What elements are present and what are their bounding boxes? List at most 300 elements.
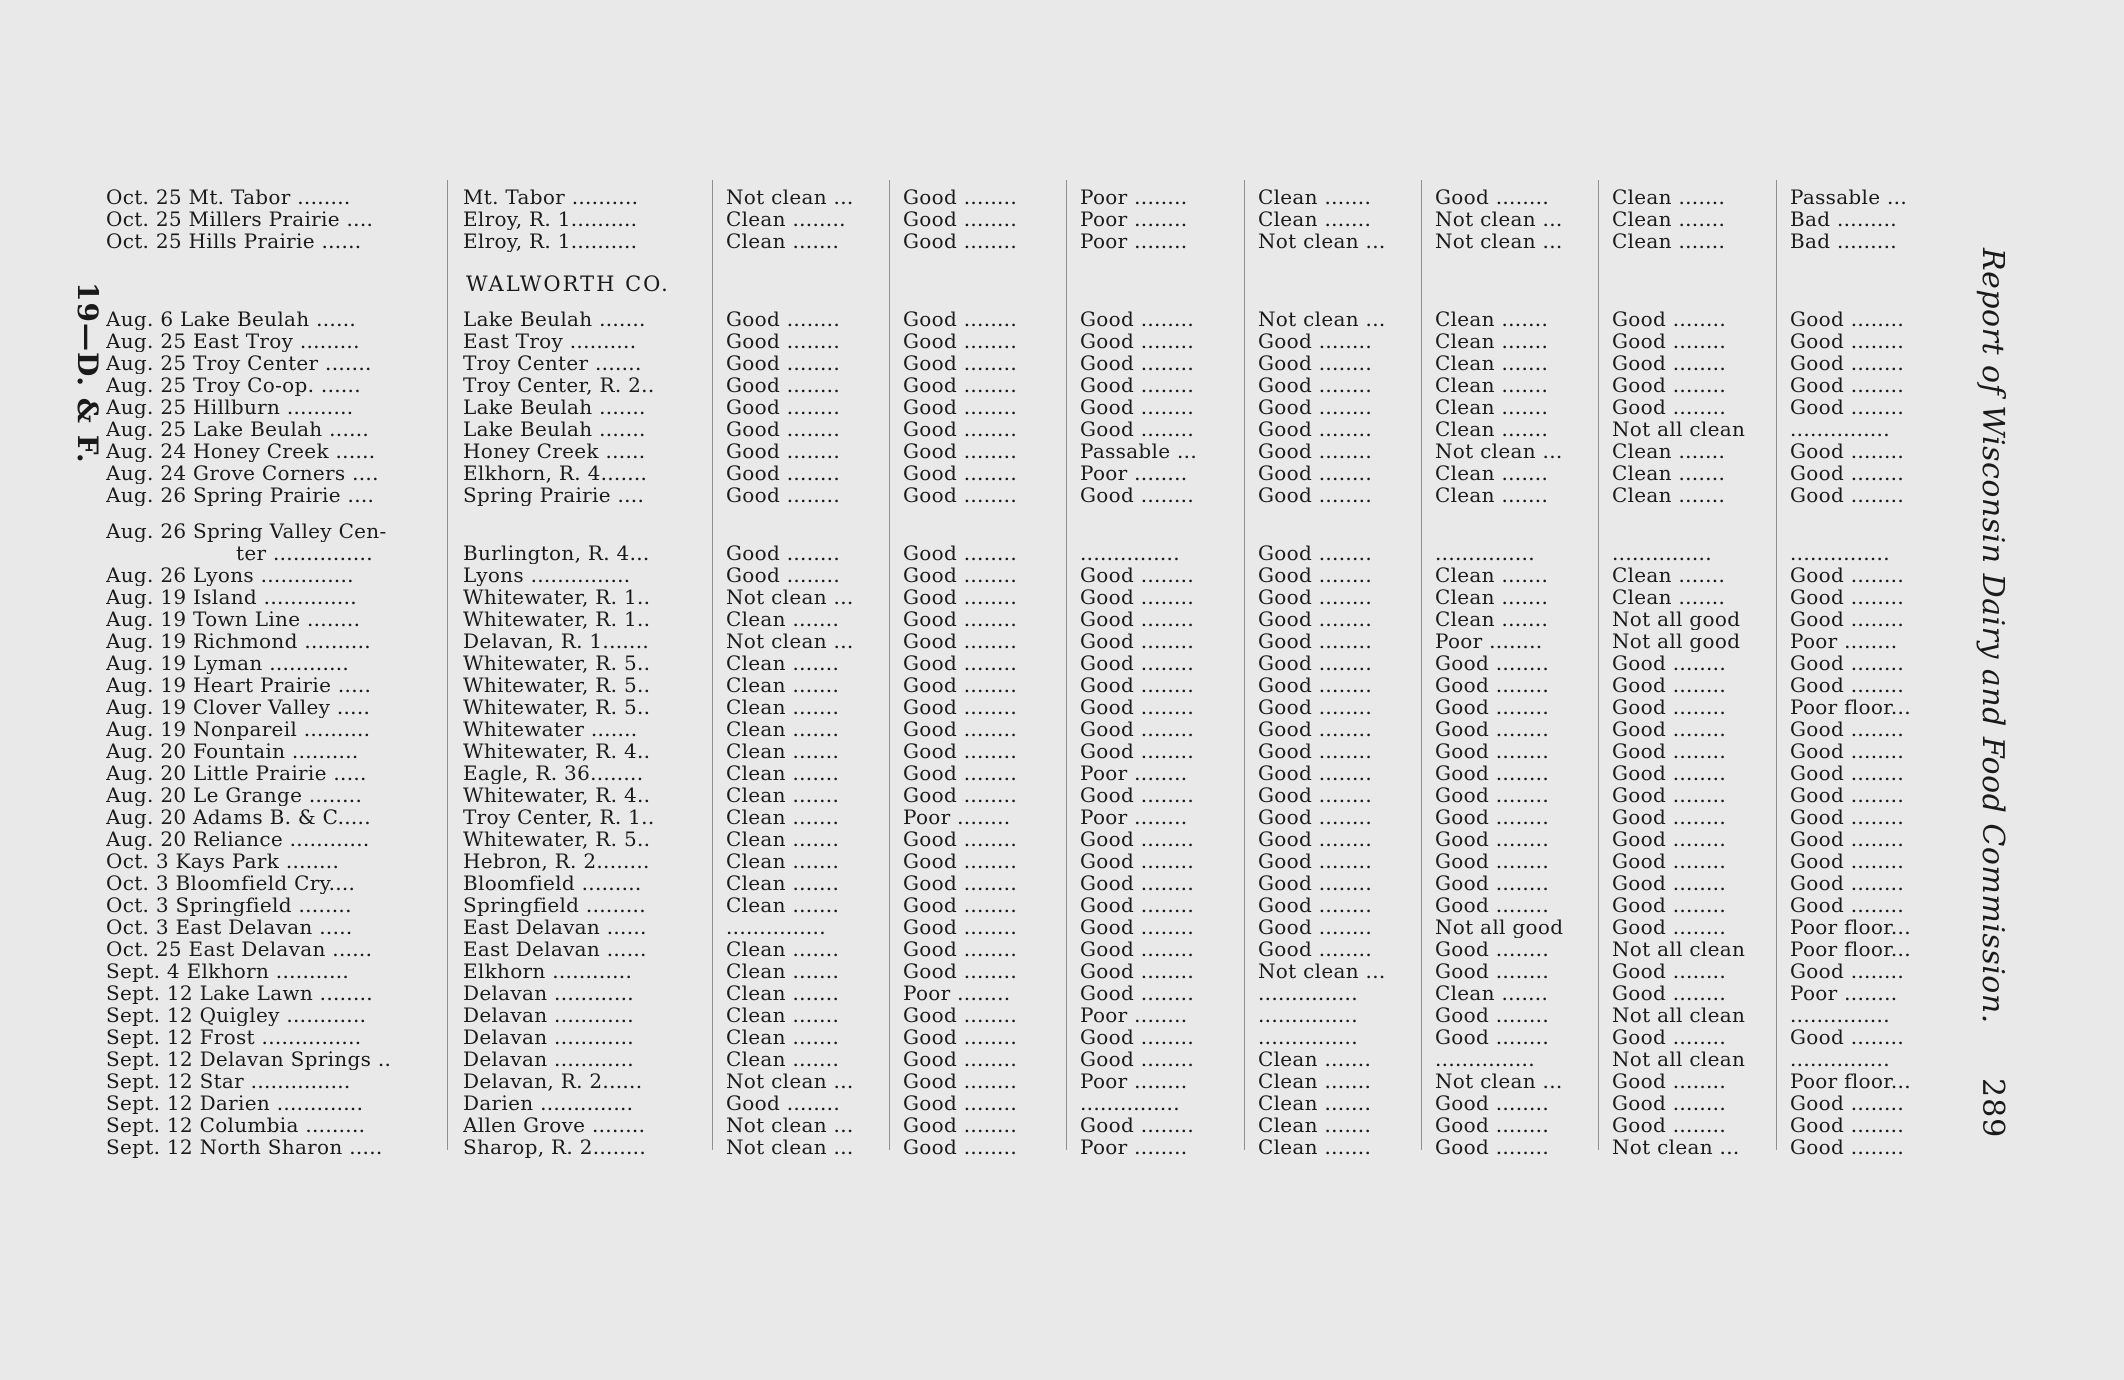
rating-cell: Not clean ... — [1258, 230, 1386, 252]
factory-cell: Aug. 20 Little Prairie ..... — [106, 762, 367, 784]
rating-cell: Good ........ — [903, 308, 1017, 330]
rating-cell: Not clean ... — [1612, 1136, 1740, 1158]
factory-cell: Oct. 3 Springfield ........ — [106, 894, 352, 916]
rating-cell: Good ........ — [1080, 916, 1194, 938]
rating-cell: Clean ....... — [726, 696, 840, 718]
rating-cell: Good ........ — [1258, 418, 1372, 440]
rating-cell: Good ........ — [1790, 784, 1904, 806]
rating-cell: Good ........ — [903, 916, 1017, 938]
rating-cell: Good ........ — [1790, 652, 1904, 674]
rating-cell: ............... — [1435, 542, 1535, 564]
rating-cell: Good ........ — [1080, 696, 1194, 718]
rating-cell: Good ........ — [903, 850, 1017, 872]
rating-cell: Good ........ — [1435, 674, 1549, 696]
rating-cell: Not all clean — [1612, 418, 1746, 440]
rating-cell: Good ........ — [726, 1092, 840, 1114]
rating-cell: Clean ....... — [726, 828, 840, 850]
rating-cell: Good ........ — [1258, 608, 1372, 630]
rating-cell: Good ........ — [1790, 608, 1904, 630]
rating-cell: Clean ....... — [726, 674, 840, 696]
factory-cell: Aug. 19 Lyman ............ — [106, 652, 350, 674]
rating-cell: Poor ........ — [903, 982, 1011, 1004]
rating-cell: Good ........ — [1080, 396, 1194, 418]
rating-cell: Good ........ — [903, 762, 1017, 784]
rating-cell: Good ........ — [1612, 982, 1726, 1004]
rating-cell: Good ........ — [1790, 740, 1904, 762]
rating-cell: Good ........ — [1258, 938, 1372, 960]
rating-cell: Good ........ — [1080, 484, 1194, 506]
rating-cell: ............... — [1258, 1026, 1358, 1048]
rating-cell: Not all good — [1612, 630, 1741, 652]
rating-cell: Good ........ — [903, 462, 1017, 484]
rating-cell: Good ........ — [726, 330, 840, 352]
rating-cell: Good ........ — [903, 542, 1017, 564]
rating-cell: Clean ....... — [726, 608, 840, 630]
rating-cell: ............... — [1080, 1092, 1180, 1114]
rating-cell: Good ........ — [1612, 740, 1726, 762]
factory-cell: Sept. 12 Darien ............. — [106, 1092, 364, 1114]
rating-cell: Good ........ — [903, 186, 1017, 208]
location-cell: Hebron, R. 2........ — [463, 850, 650, 872]
location-cell: Burlington, R. 4... — [463, 542, 650, 564]
location-cell: Whitewater, R. 5.. — [463, 696, 651, 718]
rating-cell: Good ........ — [1790, 462, 1904, 484]
rating-cell: Not all clean — [1612, 1004, 1746, 1026]
rating-cell: Good ........ — [1435, 1092, 1549, 1114]
rating-cell: Good ........ — [903, 230, 1017, 252]
rating-cell: Good ........ — [1258, 674, 1372, 696]
rating-cell: Good ........ — [903, 208, 1017, 230]
location-cell: Whitewater, R. 5.. — [463, 652, 651, 674]
rating-cell: Good ........ — [1258, 828, 1372, 850]
rating-cell: Good ........ — [1612, 1114, 1726, 1136]
factory-cell: Oct. 3 Bloomfield Cry.... — [106, 872, 356, 894]
rating-cell: Good ........ — [903, 696, 1017, 718]
rating-cell: Good ........ — [1080, 674, 1194, 696]
rating-cell: Not clean ... — [726, 1070, 854, 1092]
rating-cell: Clean ....... — [1258, 1092, 1372, 1114]
rating-cell: Good ........ — [903, 586, 1017, 608]
rating-cell: Clean ....... — [726, 960, 840, 982]
rating-cell: Poor ........ — [1080, 230, 1188, 252]
rating-cell: Good ........ — [1080, 740, 1194, 762]
factory-cell: Aug. 19 Nonpareil .......... — [106, 718, 371, 740]
rating-cell: Good ........ — [1258, 740, 1372, 762]
rating-cell: Good ........ — [903, 718, 1017, 740]
rating-cell: Clean ....... — [726, 784, 840, 806]
rating-cell: Good ........ — [1258, 872, 1372, 894]
rating-cell: Good ........ — [1790, 374, 1904, 396]
rating-cell: Good ........ — [726, 462, 840, 484]
rating-cell: Good ........ — [1258, 806, 1372, 828]
factory-cell: Sept. 12 Delavan Springs .. — [106, 1048, 392, 1070]
location-cell: Eagle, R. 36........ — [463, 762, 644, 784]
rating-cell: Good ........ — [1612, 1070, 1726, 1092]
rating-cell: Good ........ — [1435, 960, 1549, 982]
rating-cell: Good ........ — [903, 1004, 1017, 1026]
location-cell: East Delavan ...... — [463, 916, 647, 938]
rating-cell: Clean ....... — [1612, 462, 1726, 484]
location-cell: Delavan, R. 2...... — [463, 1070, 643, 1092]
rating-cell: Good ........ — [1080, 828, 1194, 850]
rating-cell: Clean ....... — [1435, 484, 1549, 506]
rating-cell: Good ........ — [1080, 374, 1194, 396]
rating-cell: Good ........ — [903, 484, 1017, 506]
rating-cell: Good ........ — [1258, 916, 1372, 938]
rating-cell: Good ........ — [1258, 330, 1372, 352]
rating-cell: Not clean ... — [726, 1136, 854, 1158]
rating-cell: Not clean ... — [726, 586, 854, 608]
rating-cell: Good ........ — [1080, 652, 1194, 674]
rating-cell: Good ........ — [1790, 806, 1904, 828]
rating-cell: Good ........ — [1612, 352, 1726, 374]
rating-cell: Good ........ — [726, 374, 840, 396]
rating-cell: Poor ........ — [1435, 630, 1543, 652]
rating-cell: Good ........ — [1790, 718, 1904, 740]
rating-cell: Clean ....... — [726, 872, 840, 894]
rating-cell: Good ........ — [1258, 718, 1372, 740]
rating-cell: Good ........ — [726, 542, 840, 564]
rating-cell: Not clean ... — [1435, 1070, 1563, 1092]
rating-cell: Good ........ — [1435, 740, 1549, 762]
rating-cell: Not clean ... — [1258, 308, 1386, 330]
county-heading: WALWORTH CO. — [466, 272, 670, 296]
rating-cell: Clean ....... — [1435, 608, 1549, 630]
location-cell: Delavan ............ — [463, 1004, 634, 1026]
rating-cell: Poor ........ — [1080, 1004, 1188, 1026]
rating-cell: Good ........ — [1612, 828, 1726, 850]
rating-cell: Not clean ... — [1435, 230, 1563, 252]
rating-cell: Good ........ — [903, 1048, 1017, 1070]
rating-cell: Good ........ — [1612, 330, 1726, 352]
rating-cell: Clean ....... — [726, 938, 840, 960]
rating-cell: Good ........ — [1790, 1026, 1904, 1048]
rating-cell: Good ........ — [1258, 462, 1372, 484]
rating-cell: Clean ....... — [1612, 440, 1726, 462]
rating-cell: Good ........ — [1435, 784, 1549, 806]
rating-cell: Good ........ — [1612, 872, 1726, 894]
rating-cell: Good ........ — [1435, 850, 1549, 872]
rating-cell: Good ........ — [1080, 982, 1194, 1004]
rating-cell: Good ........ — [1435, 762, 1549, 784]
rating-cell: Good ........ — [1080, 308, 1194, 330]
rating-cell: Not clean ... — [1435, 440, 1563, 462]
rating-cell: Good ........ — [1612, 718, 1726, 740]
rating-cell: Poor floor... — [1790, 1070, 1911, 1092]
rating-cell: Clean ....... — [1435, 462, 1549, 484]
rating-cell: Clean ....... — [726, 982, 840, 1004]
rating-cell: Good ........ — [1435, 1026, 1549, 1048]
factory-cell: Aug. 19 Richmond .......... — [106, 630, 371, 652]
rating-cell: Good ........ — [903, 1136, 1017, 1158]
rating-cell: Good ........ — [903, 396, 1017, 418]
location-cell: Bloomfield ......... — [463, 872, 642, 894]
rating-cell: Good ........ — [1080, 608, 1194, 630]
rating-cell: Good ........ — [903, 1092, 1017, 1114]
factory-cell: Sept. 12 Quigley ............ — [106, 1004, 367, 1026]
rating-cell: Good ........ — [1080, 564, 1194, 586]
rating-cell: Clean ....... — [1435, 982, 1549, 1004]
rating-cell: Good ........ — [1080, 630, 1194, 652]
rating-cell: Good ........ — [1080, 330, 1194, 352]
rating-cell: Good ........ — [726, 418, 840, 440]
rating-cell: Clean ....... — [1258, 1048, 1372, 1070]
report-title: Report of Wisconsin Dairy and Food Commission. — [1975, 248, 2010, 1024]
rating-cell: Good ........ — [1258, 484, 1372, 506]
rating-cell: ............... — [1435, 1048, 1535, 1070]
rating-cell: Poor floor... — [1790, 938, 1911, 960]
rating-cell: Not clean ... — [726, 1114, 854, 1136]
rating-cell: Good ........ — [1435, 652, 1549, 674]
rating-cell: Poor ........ — [1080, 806, 1188, 828]
rating-cell: Good ........ — [903, 564, 1017, 586]
rating-cell: Clean ....... — [1612, 586, 1726, 608]
rating-cell: Poor ........ — [903, 806, 1011, 828]
factory-cell: Sept. 12 Star ............... — [106, 1070, 351, 1092]
rating-cell: Good ........ — [1790, 396, 1904, 418]
factory-cell: Aug. 20 Le Grange ........ — [106, 784, 363, 806]
rating-cell: Good ........ — [1790, 850, 1904, 872]
location-cell: Honey Creek ...... — [463, 440, 646, 462]
rating-cell: Poor floor... — [1790, 916, 1911, 938]
rating-cell: Good ........ — [1435, 872, 1549, 894]
rating-cell: Clean ....... — [1435, 396, 1549, 418]
rating-cell: Good ........ — [903, 330, 1017, 352]
factory-cell: Aug. 25 East Troy ......... — [106, 330, 360, 352]
rating-cell: Good ........ — [1435, 1114, 1549, 1136]
rating-cell: ............... — [1080, 542, 1180, 564]
rating-cell: Good ........ — [1258, 894, 1372, 916]
rating-cell: Clean ....... — [1612, 230, 1726, 252]
rating-cell: Good ........ — [1258, 440, 1372, 462]
location-cell: Elkhorn ............ — [463, 960, 633, 982]
rating-cell: ............... — [1612, 542, 1712, 564]
factory-cell: Oct. 25 East Delavan ...... — [106, 938, 373, 960]
rating-cell: ............... — [1790, 542, 1890, 564]
rating-cell: Good ........ — [1612, 894, 1726, 916]
location-cell: Mt. Tabor .......... — [463, 186, 639, 208]
rating-cell: Good ........ — [1612, 674, 1726, 696]
rating-cell: Poor ........ — [1080, 208, 1188, 230]
factory-cell: Oct. 25 Mt. Tabor ........ — [106, 186, 351, 208]
location-cell: Whitewater, R. 1.. — [463, 608, 651, 630]
rating-cell: Good ........ — [1258, 542, 1372, 564]
factory-cell: Aug. 25 Lake Beulah ...... — [106, 418, 370, 440]
factory-cell: Sept. 12 Lake Lawn ........ — [106, 982, 373, 1004]
rating-cell: Good ........ — [1258, 784, 1372, 806]
location-cell: Darien .............. — [463, 1092, 634, 1114]
location-cell: Delavan ............ — [463, 1048, 634, 1070]
rating-cell: Clean ....... — [726, 740, 840, 762]
rating-cell: Good ........ — [1258, 374, 1372, 396]
rating-cell: Good ........ — [1080, 1114, 1194, 1136]
rating-cell: Good ........ — [903, 1070, 1017, 1092]
rating-cell: Good ........ — [903, 784, 1017, 806]
rating-cell: Good ........ — [1258, 696, 1372, 718]
rating-cell: Poor ........ — [1790, 982, 1898, 1004]
rating-cell: Good ........ — [1612, 652, 1726, 674]
rating-cell: Clean ....... — [726, 230, 840, 252]
rating-cell: Good ........ — [1258, 652, 1372, 674]
rating-cell: Good ........ — [1790, 960, 1904, 982]
rating-cell: Good ........ — [1790, 1114, 1904, 1136]
location-cell: Whitewater, R. 1.. — [463, 586, 651, 608]
rating-cell: Clean ....... — [726, 894, 840, 916]
factory-cell: Aug. 19 Island .............. — [106, 586, 357, 608]
rating-cell: Clean ....... — [1435, 418, 1549, 440]
factory-cell: Aug. 19 Town Line ........ — [106, 608, 361, 630]
rating-cell: ............... — [726, 916, 826, 938]
factory-cell: Aug. 25 Troy Center ....... — [106, 352, 372, 374]
rating-cell: Poor floor... — [1790, 696, 1911, 718]
rating-cell: Good ........ — [1790, 440, 1904, 462]
rating-cell: Clean ....... — [726, 850, 840, 872]
location-cell: Delavan ............ — [463, 1026, 634, 1048]
rating-cell: ............... — [1258, 982, 1358, 1004]
rating-cell: Good ........ — [1790, 564, 1904, 586]
rating-cell: Good ........ — [1790, 1092, 1904, 1114]
rating-cell: Good ........ — [1612, 916, 1726, 938]
signature-mark: 19—D. & F. — [71, 282, 104, 464]
rating-cell: Good ........ — [1612, 850, 1726, 872]
rating-cell: Good ........ — [903, 960, 1017, 982]
rating-cell: Good ........ — [1790, 762, 1904, 784]
rating-cell: Good ........ — [1612, 396, 1726, 418]
rating-cell: Good ........ — [1790, 1136, 1904, 1158]
rating-cell: Clean ....... — [1435, 330, 1549, 352]
factory-cell: Sept. 12 Columbia ......... — [106, 1114, 366, 1136]
rating-cell: Not all good — [1612, 608, 1741, 630]
location-cell: Lake Beulah ....... — [463, 396, 646, 418]
rating-cell: Good ........ — [1080, 938, 1194, 960]
rating-cell: Not all good — [1435, 916, 1564, 938]
location-cell: Delavan ............ — [463, 982, 634, 1004]
rating-cell: Good ........ — [903, 440, 1017, 462]
location-cell: Troy Center, R. 2.. — [463, 374, 655, 396]
rating-cell: Good ........ — [1790, 674, 1904, 696]
rating-cell: Good ........ — [1080, 850, 1194, 872]
rating-cell: Good ........ — [903, 938, 1017, 960]
rating-cell: Good ........ — [1435, 718, 1549, 740]
location-cell: Whitewater, R. 5.. — [463, 828, 651, 850]
rating-cell: Not clean ... — [726, 630, 854, 652]
rating-cell: Clean ....... — [726, 1004, 840, 1026]
factory-cell: Sept. 4 Elkhorn ........... — [106, 960, 350, 982]
rating-cell: Good ........ — [1080, 872, 1194, 894]
rating-cell: Poor ........ — [1080, 762, 1188, 784]
rating-cell: Clean ....... — [1258, 1070, 1372, 1092]
rating-cell: Good ........ — [1790, 872, 1904, 894]
rating-cell: ............... — [1790, 1004, 1890, 1026]
rating-cell: Good ........ — [1790, 352, 1904, 374]
rating-cell: Clean ....... — [1435, 308, 1549, 330]
rating-cell: Clean ....... — [1258, 208, 1372, 230]
rating-cell: Good ........ — [903, 894, 1017, 916]
rating-cell: Poor ........ — [1080, 1070, 1188, 1092]
location-cell: Delavan, R. 1....... — [463, 630, 650, 652]
rating-cell: Good ........ — [1080, 352, 1194, 374]
rating-cell: Poor ........ — [1080, 186, 1188, 208]
rating-cell: Not clean ... — [1258, 960, 1386, 982]
location-cell: Lyons ............... — [463, 564, 631, 586]
rating-cell: Good ........ — [1258, 352, 1372, 374]
rating-cell: Clean ....... — [1612, 564, 1726, 586]
rating-cell: Good ........ — [1080, 418, 1194, 440]
factory-cell: Aug. 6 Lake Beulah ...... — [106, 308, 357, 330]
rating-cell: Clean ....... — [1258, 186, 1372, 208]
rating-cell: Clean ....... — [726, 762, 840, 784]
rating-cell: Good ........ — [1612, 1092, 1726, 1114]
rating-cell: Clean ....... — [726, 652, 840, 674]
rating-cell: ............... — [1790, 1048, 1890, 1070]
rating-cell: Good ........ — [1435, 696, 1549, 718]
rating-cell: Good ........ — [726, 484, 840, 506]
factory-cell: Oct. 3 East Delavan ..... — [106, 916, 353, 938]
factory-cell: Aug. 20 Adams B. & C..... — [106, 806, 371, 828]
rating-cell: Good ........ — [903, 630, 1017, 652]
factory-cell: Aug. 19 Heart Prairie ..... — [106, 674, 372, 696]
rating-cell: Poor ........ — [1080, 462, 1188, 484]
rating-cell: Good ........ — [903, 872, 1017, 894]
rating-cell: Good ........ — [1790, 894, 1904, 916]
rating-cell: Good ........ — [1435, 806, 1549, 828]
location-cell: Whitewater, R. 4.. — [463, 740, 651, 762]
rating-cell: Clean ....... — [1612, 186, 1726, 208]
location-cell: Lake Beulah ....... — [463, 418, 646, 440]
factory-cell: Aug. 25 Hillburn .......... — [106, 396, 354, 418]
rating-cell: Good ........ — [1080, 894, 1194, 916]
rating-cell: Good ........ — [1790, 828, 1904, 850]
rating-cell: Good ........ — [903, 1114, 1017, 1136]
location-cell: Lake Beulah ....... — [463, 308, 646, 330]
factory-cell: Aug. 24 Honey Creek ...... — [106, 440, 376, 462]
factory-cell: Aug. 19 Clover Valley ..... — [106, 696, 371, 718]
rating-cell: Good ........ — [1435, 1004, 1549, 1026]
rating-cell: Not all clean — [1612, 938, 1746, 960]
location-cell: East Troy .......... — [463, 330, 637, 352]
rating-cell: Clean ....... — [1258, 1136, 1372, 1158]
rating-cell: Not clean ... — [726, 186, 854, 208]
rating-cell: Good ........ — [1612, 960, 1726, 982]
rating-cell: Good ........ — [1435, 894, 1549, 916]
rating-cell: Good ........ — [1790, 586, 1904, 608]
factory-cell: Sept. 12 North Sharon ..... — [106, 1136, 383, 1158]
rating-cell: Clean ....... — [1435, 586, 1549, 608]
rating-cell: Clean ....... — [726, 1048, 840, 1070]
location-cell: Elroy, R. 1.......... — [463, 230, 638, 252]
rating-cell: Good ........ — [726, 440, 840, 462]
factory-cell: Aug. 26 Lyons .............. — [106, 564, 354, 586]
rating-cell: Good ........ — [1080, 586, 1194, 608]
factory-cell: ter ............... — [236, 542, 373, 564]
rating-cell: ............... — [1258, 1004, 1358, 1026]
rating-cell: Good ........ — [903, 608, 1017, 630]
rating-cell: Clean ....... — [1435, 352, 1549, 374]
rating-cell: Clean ....... — [726, 806, 840, 828]
rating-cell: Good ........ — [1435, 828, 1549, 850]
page-number: 289 — [1975, 1078, 2010, 1139]
location-cell: Troy Center, R. 1.. — [463, 806, 655, 828]
rating-cell: Bad ......... — [1790, 208, 1897, 230]
rating-cell: Good ........ — [1790, 484, 1904, 506]
location-cell: Spring Prairie .... — [463, 484, 645, 506]
rating-cell: Good ........ — [1612, 374, 1726, 396]
factory-cell: Aug. 24 Grove Corners .... — [106, 462, 379, 484]
rating-cell: Good ........ — [903, 674, 1017, 696]
factory-cell: Aug. 20 Reliance ............ — [106, 828, 370, 850]
rating-cell: Good ........ — [1080, 1026, 1194, 1048]
rating-cell: Good ........ — [1258, 586, 1372, 608]
